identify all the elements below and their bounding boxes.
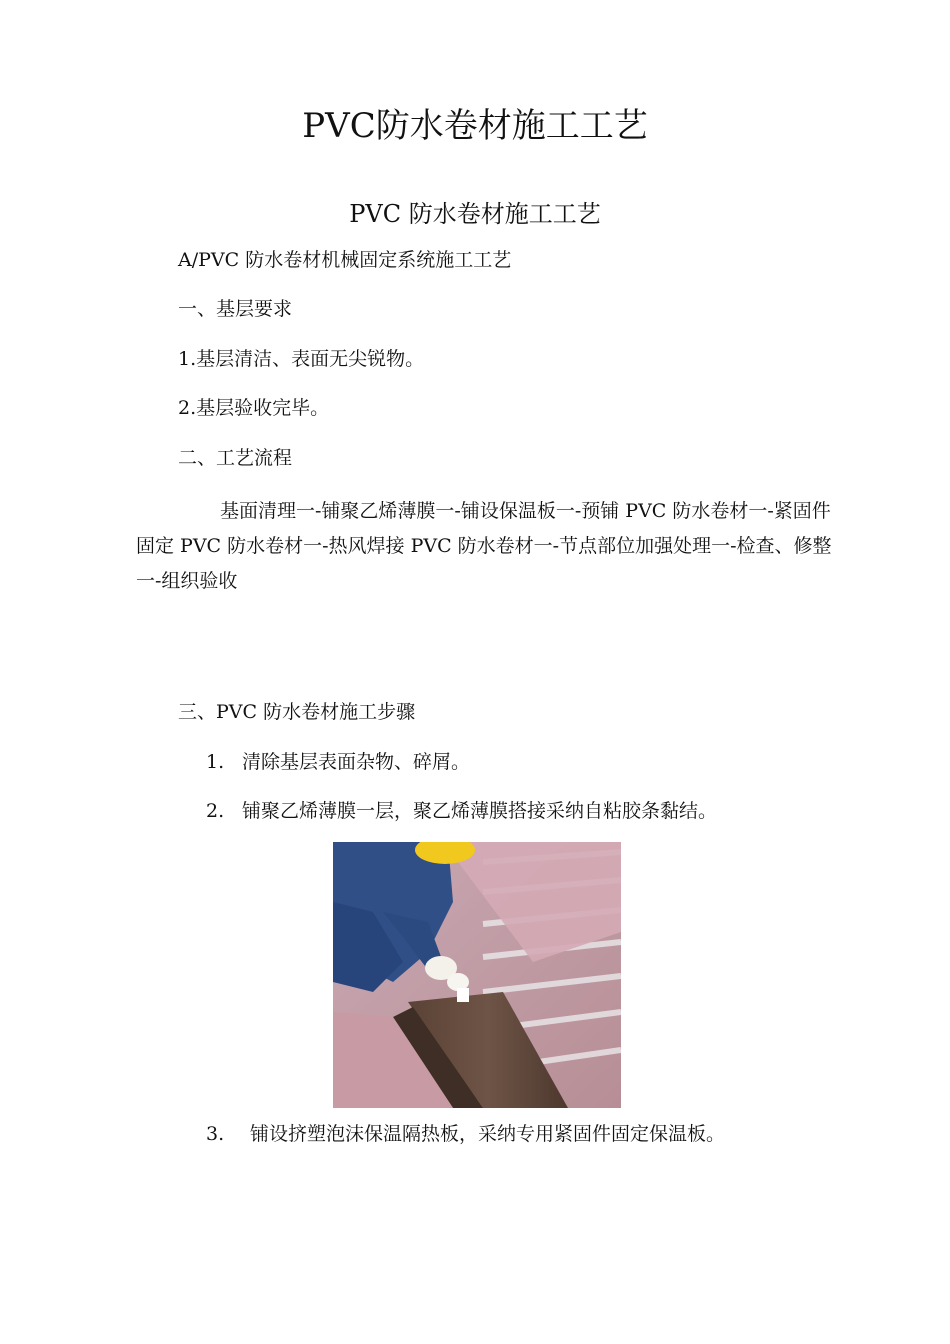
step-item: [206, 799, 717, 823]
step-text: 清除基层表面杂物、碎屑。: [242, 751, 471, 773]
step-text: 铺聚乙烯薄膜一层，聚乙烯薄膜搭接采纳自粘胶条黏结。: [242, 800, 718, 822]
s1-heading: 一、基层要求: [178, 298, 293, 320]
construction-photo: [333, 842, 621, 1108]
s1-item: 1.基层清洁、表面无尖锐物。: [178, 348, 425, 370]
s2-heading: 二、工艺流程: [178, 447, 293, 469]
step-number: 1.: [206, 751, 225, 773]
step-text: 铺设挤塑泡沫保温隔热板，采纳专用紧固件固定保温板。: [250, 1123, 726, 1145]
process-flow-paragraph: 基面清理一-铺聚乙烯薄膜一-铺设保温板一-预铺 PVC 防水卷材一-紧固件固定 PVC 防水卷材一-热风焊接 PVC 防水卷材一-节点部位加强处理一-检查、修整一-组织验收: [136, 500, 832, 592]
s3-heading: 三、PVC 防水卷材施工步骤: [178, 701, 416, 723]
section-a-heading: A/PVC 防水卷材机械固定系统施工工艺: [178, 249, 512, 271]
step-item: [206, 750, 470, 774]
step-number: 3.: [206, 1123, 225, 1145]
s1-item: 2.基层验收完毕。: [178, 397, 330, 419]
step-number: 2.: [206, 800, 225, 822]
step-item: [206, 1122, 725, 1146]
document-title: PVC防水卷材施工工艺: [302, 106, 648, 146]
section-title: PVC 防水卷材施工工艺: [349, 200, 601, 228]
